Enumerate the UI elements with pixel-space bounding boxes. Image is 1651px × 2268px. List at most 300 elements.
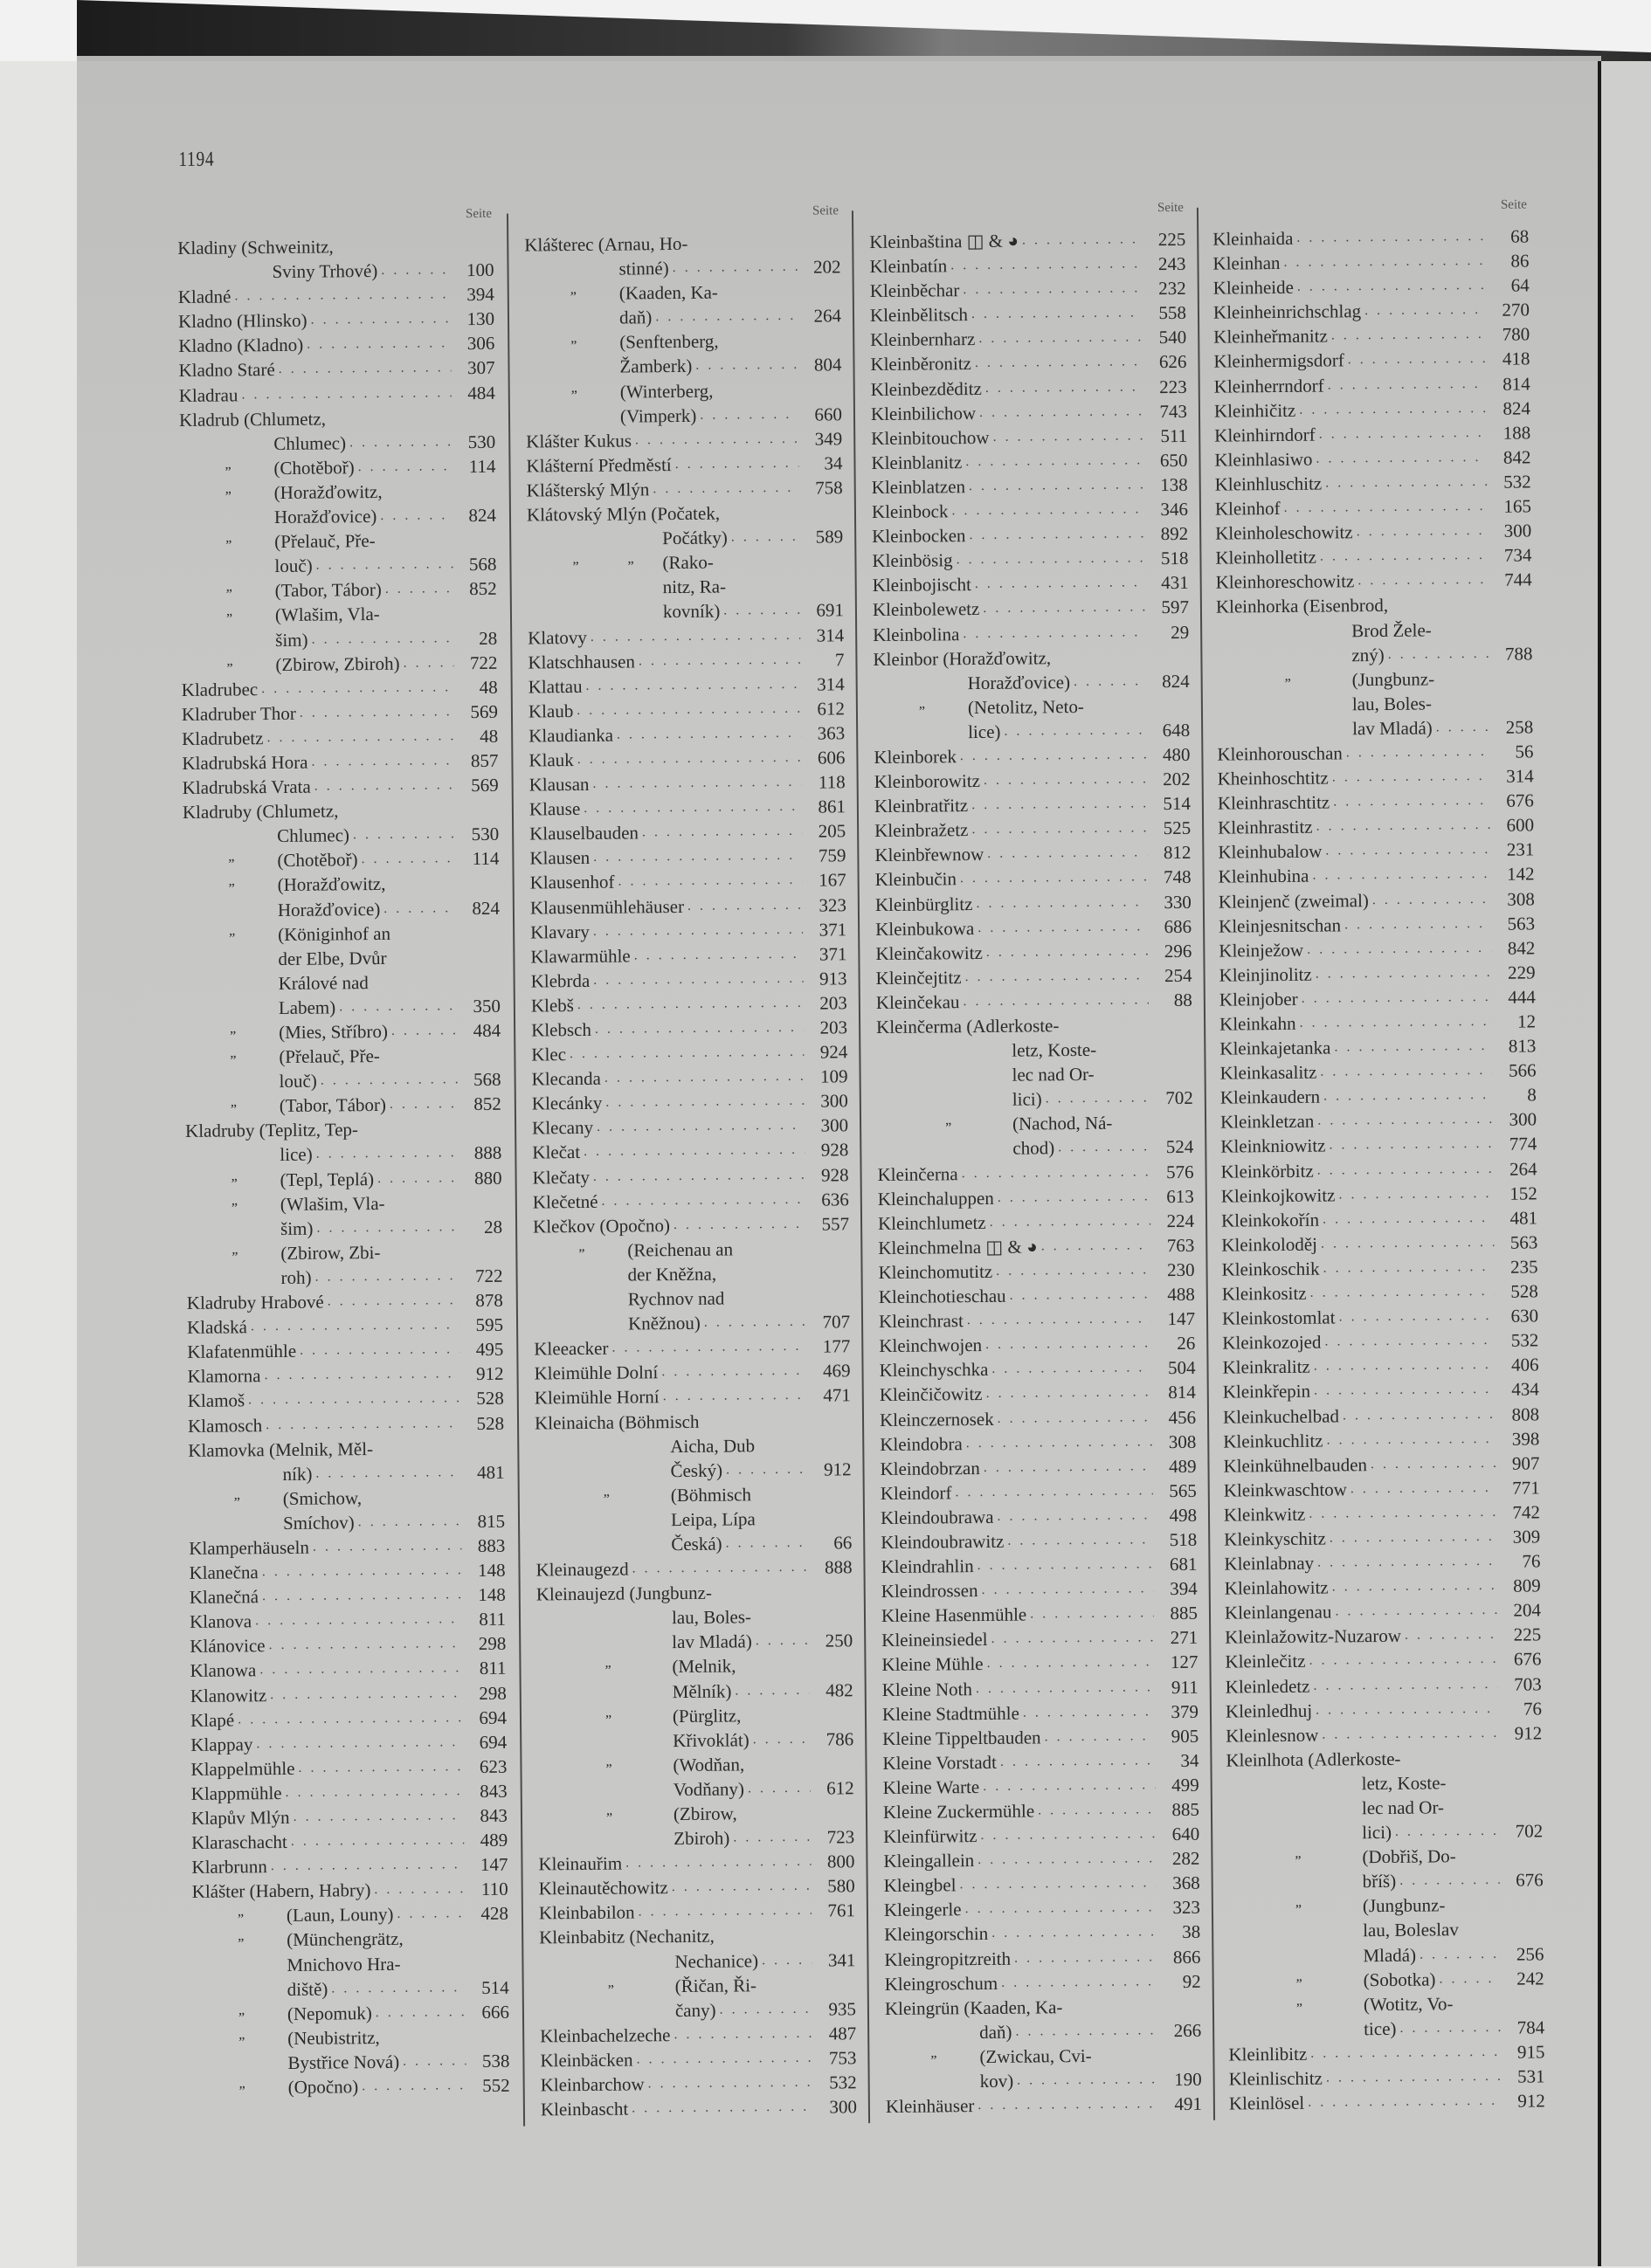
place-name: Klausenhof	[529, 872, 615, 893]
dot-leader	[951, 1479, 1153, 1505]
page-reference: 256	[1516, 1942, 1544, 1965]
place-name: (Dobřiš, Do-	[1362, 1845, 1456, 1868]
dot-leader	[374, 1166, 459, 1191]
place-name: Kleinchlumetz	[877, 1211, 986, 1234]
page-reference: 114	[468, 455, 496, 477]
index-entry	[187, 1288, 503, 1315]
dot-leader	[566, 1040, 805, 1066]
page-reference	[456, 920, 500, 945]
place-name: Kleingorschin	[884, 1923, 989, 1946]
page-reference: 842	[1502, 446, 1531, 468]
index-entry	[528, 623, 844, 650]
page-reference: 68	[1510, 225, 1530, 247]
index-entry	[1217, 739, 1533, 766]
place-name: Kleinbock	[871, 500, 949, 523]
place-name: Klaudianka	[528, 724, 614, 747]
dot-leader	[1013, 2067, 1158, 2093]
page-reference: 225	[1157, 228, 1186, 251]
dot-leader	[632, 2046, 812, 2072]
dot-leader	[756, 1506, 808, 1532]
dot-leader	[296, 700, 454, 726]
place-name: (Pürglitz,	[672, 1705, 742, 1727]
seite-column-header: Seite	[1500, 197, 1527, 212]
index-entry	[191, 1779, 508, 1806]
page-reference: 118	[818, 771, 846, 793]
dot-leader	[1456, 1844, 1500, 1869]
page-reference: 428	[480, 1903, 509, 1925]
dot-leader	[755, 1432, 807, 1458]
dot-leader	[959, 988, 1149, 1014]
index-entry-continuation	[189, 1509, 505, 1536]
dot-leader	[722, 1531, 808, 1556]
dot-leader	[952, 547, 1144, 573]
place-name: tice)	[1364, 2017, 1397, 2040]
dot-leader	[1354, 568, 1489, 593]
dot-leader	[399, 2049, 466, 2074]
dot-leader	[1331, 1598, 1497, 1624]
dot-leader	[977, 1822, 1156, 1848]
index-entry	[190, 1705, 507, 1732]
page-reference: 147	[480, 1853, 508, 1876]
dot-leader	[1298, 985, 1492, 1011]
dot-leader	[1294, 273, 1486, 300]
dot-leader	[1295, 1010, 1492, 1036]
place-name: lici)	[1012, 1088, 1042, 1110]
page-reference: 531	[1517, 2065, 1545, 2087]
page-reference: 28	[479, 627, 498, 649]
page-reference: 371	[819, 918, 847, 941]
page-reference: 703	[1514, 1672, 1542, 1695]
index-entry	[526, 426, 842, 453]
dot-leader	[1309, 1672, 1497, 1698]
place-name: Kleinlabnay	[1224, 1552, 1315, 1575]
place-name: Kladno Staré	[178, 359, 275, 382]
place-name: Kheinhoschtitz	[1217, 767, 1329, 789]
dot-leader	[390, 920, 456, 946]
index-entry	[873, 570, 1189, 597]
page-reference: 28	[483, 1216, 503, 1237]
index-entry	[880, 1454, 1196, 1481]
dot-leader	[574, 991, 804, 1017]
page-reference	[1489, 592, 1532, 617]
dot-leader	[1446, 1770, 1498, 1796]
index-entry	[1213, 322, 1530, 349]
index-entry	[539, 1899, 855, 1926]
dot-leader	[974, 914, 1148, 941]
dot-leader	[622, 1850, 812, 1876]
page-reference: 883	[477, 1534, 506, 1556]
page-reference: 518	[1160, 548, 1189, 569]
page-reference: 912	[475, 1363, 504, 1385]
dot-leader	[358, 2073, 466, 2099]
index-entry	[870, 276, 1186, 303]
place-name: Česká)	[671, 1533, 722, 1555]
dot-leader	[263, 724, 454, 750]
index-entry-continuation	[525, 328, 841, 355]
place-name: Kleinbezděditz	[870, 377, 982, 400]
seite-column-header: Seite	[1157, 200, 1185, 216]
place-name: Klamoš	[187, 1389, 245, 1412]
page-reference: 188	[1502, 422, 1531, 444]
index-entry	[871, 374, 1187, 401]
dot-leader	[384, 1190, 458, 1216]
dot-leader	[591, 1016, 804, 1042]
page-reference: 774	[1509, 1133, 1537, 1155]
dot-leader	[994, 1184, 1150, 1210]
index-entry-continuation	[536, 1629, 853, 1656]
place-name: Klattau	[528, 675, 583, 698]
place-name: Kleinbolina	[873, 623, 960, 645]
dot-leader	[1319, 1206, 1494, 1232]
dot-leader	[724, 1286, 806, 1311]
place-name: Kleinkuchlitz	[1223, 1430, 1323, 1452]
place-name: Kleinkoschik	[1221, 1258, 1320, 1280]
dot-leader	[1321, 1328, 1495, 1355]
dot-leader	[1328, 322, 1487, 348]
place-name: Kleinkwaschtow	[1223, 1479, 1347, 1501]
index-entry	[1223, 1426, 1539, 1453]
index-entry	[1218, 789, 1534, 816]
page-reference	[452, 479, 496, 504]
index-entry	[872, 546, 1188, 573]
page-reference: 225	[1513, 1623, 1542, 1646]
index-entry	[536, 1579, 853, 1606]
place-name: Kleinhoreschowitz	[1215, 570, 1355, 593]
index-entry-continuation	[886, 2067, 1202, 2094]
dot-leader	[313, 1141, 459, 1168]
page-reference: 86	[1510, 250, 1530, 272]
index-entry	[871, 399, 1187, 426]
index-entry-continuation	[180, 527, 496, 555]
place-name: Kleinbitouchow	[871, 426, 990, 449]
index-entry-continuation	[186, 1189, 502, 1217]
place-name: Kleinkasalitz	[1219, 1061, 1317, 1084]
index-entry	[1220, 1156, 1537, 1183]
place-name: Kleinchwojen	[879, 1334, 983, 1357]
page-reference	[1146, 693, 1190, 719]
page-reference: 811	[479, 1658, 507, 1679]
index-entry-continuation	[184, 969, 501, 996]
page-reference: 38	[1182, 1921, 1201, 1943]
place-name: Kleinkühnelbauden	[1223, 1453, 1368, 1477]
ditto-mark: „	[570, 282, 577, 298]
ditto-mark: „	[572, 552, 579, 568]
seite-column-header: Seite	[465, 206, 493, 222]
index-entry	[1222, 1328, 1538, 1355]
dot-leader	[312, 1460, 460, 1486]
dot-leader	[259, 1582, 462, 1609]
page-reference: 308	[1168, 1430, 1197, 1452]
dot-leader	[1042, 1086, 1150, 1112]
ditto-mark: „	[603, 1484, 610, 1499]
dot-leader	[751, 1482, 808, 1507]
place-name: (Reichenau an	[627, 1238, 734, 1261]
page-reference	[1149, 1012, 1192, 1037]
dot-leader	[377, 258, 450, 283]
page-reference: 309	[1512, 1526, 1541, 1548]
place-name: Smíchov)	[282, 1512, 355, 1534]
index-entry-continuation	[537, 1751, 853, 1778]
page-reference	[1157, 2043, 1201, 2068]
index-entry	[875, 963, 1192, 990]
index-entry	[1214, 420, 1530, 447]
page-reference: 300	[820, 1114, 849, 1136]
index-entry	[1225, 1623, 1541, 1650]
dot-leader	[1339, 1402, 1496, 1428]
page-reference	[809, 1604, 853, 1630]
index-entry	[190, 1631, 506, 1658]
place-name: Kleinkletzan	[1219, 1111, 1315, 1133]
place-name: Klášterní Předměstí	[526, 453, 672, 477]
dot-leader	[986, 1209, 1151, 1235]
index-entry	[881, 1479, 1197, 1506]
place-name: Kleinherrndorf	[1213, 375, 1324, 397]
place-name: Kleine Noth	[881, 1678, 973, 1700]
page-reference	[459, 1189, 502, 1215]
dot-leader	[1341, 912, 1491, 938]
index-entry	[874, 816, 1191, 843]
page-reference: 824	[472, 897, 501, 919]
place-name: Kleeacker	[534, 1337, 609, 1360]
page-reference: 576	[1165, 1161, 1194, 1182]
page-reference: 580	[827, 1875, 855, 1897]
place-name: Klátovský Mlýn (Počatek,	[526, 502, 721, 526]
place-name: Kleinčičowitz	[879, 1383, 983, 1406]
ditto-mark: „	[238, 1928, 245, 1944]
place-name: Kleinheide	[1212, 277, 1294, 299]
page-reference: 907	[1511, 1452, 1540, 1474]
place-name: Klauselbauden	[529, 822, 639, 844]
dot-leader	[1303, 936, 1491, 962]
page-reference: 300	[1503, 520, 1532, 541]
place-name: Kleindobrzan	[880, 1457, 980, 1479]
dot-leader	[1416, 1941, 1501, 1967]
place-name: Kleinchyschka	[879, 1359, 989, 1382]
page-reference: 231	[1506, 838, 1535, 861]
index-entry	[881, 1650, 1198, 1677]
dot-leader	[1310, 1353, 1496, 1379]
page-reference: 676	[1506, 789, 1534, 811]
index-entry	[884, 1944, 1200, 1971]
page-reference: 650	[1159, 449, 1188, 472]
place-name: (Chotěboř)	[277, 849, 358, 872]
index-entry-continuation	[876, 1037, 1192, 1064]
ditto-mark: „	[607, 1975, 614, 1990]
page-reference: 489	[480, 1829, 508, 1851]
page-reference: 165	[1503, 495, 1532, 517]
place-name: Kleine Hasenmühle	[881, 1603, 1027, 1627]
place-name: Kleinholletitz	[1215, 546, 1317, 569]
page-reference: 843	[480, 1780, 508, 1802]
page-reference: 636	[821, 1188, 849, 1210]
index-entry	[1224, 1524, 1540, 1551]
place-name: Kleinlečitz	[1225, 1651, 1306, 1673]
index-entry	[190, 1729, 507, 1756]
index-entry	[881, 1503, 1197, 1530]
page-reference: 913	[819, 968, 847, 989]
page-reference: 203	[819, 1017, 848, 1038]
dot-leader	[1329, 1574, 1497, 1600]
page-reference: 148	[477, 1559, 506, 1582]
place-name: (Netolitz, Neto-	[967, 695, 1084, 718]
place-name: Kleinkwitz	[1223, 1503, 1306, 1526]
place-name: Kladrub (Chlumetz,	[178, 408, 327, 431]
dot-leader	[961, 1896, 1157, 1922]
page-reference	[798, 279, 841, 305]
index-entry	[1219, 935, 1535, 962]
page-reference: 640	[1171, 1823, 1200, 1845]
dot-leader	[1070, 669, 1146, 694]
dot-leader	[714, 549, 800, 575]
place-name: Kleine Mühle	[881, 1653, 984, 1676]
dot-leader	[1322, 470, 1488, 496]
dot-leader	[712, 1580, 809, 1605]
index-entry-continuation	[181, 650, 497, 677]
page-reference: 298	[479, 1682, 507, 1704]
dot-leader	[580, 1138, 805, 1164]
page-reference: 565	[1169, 1479, 1197, 1501]
page-reference: 786	[826, 1728, 854, 1750]
index-entry	[1221, 1205, 1537, 1232]
dot-leader	[590, 917, 804, 943]
page-reference: 880	[473, 1167, 502, 1189]
dot-leader	[699, 1408, 807, 1433]
place-name: Kleinjober	[1219, 988, 1298, 1010]
page-reference: 814	[1502, 373, 1530, 395]
place-name: Kleinčejtitz	[875, 966, 962, 989]
place-name: (Přelauč, Pře-	[274, 530, 376, 553]
dot-leader	[652, 304, 798, 330]
dot-leader	[307, 626, 453, 652]
dot-leader	[590, 844, 802, 870]
page-reference: 771	[1512, 1477, 1540, 1499]
page-reference: 418	[1502, 348, 1530, 370]
place-name: Klavary	[530, 920, 590, 943]
page-reference: 7	[834, 648, 845, 671]
page-reference: 935	[828, 1998, 857, 2020]
seite-column-header: Seite	[812, 203, 839, 218]
dot-leader	[287, 1828, 465, 1854]
index-entry	[539, 1874, 855, 1901]
dot-leader	[382, 577, 453, 603]
place-name: Labem)	[278, 996, 336, 1018]
index-entry	[1219, 1009, 1536, 1036]
dot-leader	[1335, 1304, 1495, 1330]
dot-leader	[736, 1653, 809, 1679]
page-reference: 524	[1165, 1136, 1194, 1158]
index-entry	[1213, 273, 1530, 300]
dot-leader	[998, 1969, 1157, 1996]
page-reference: 229	[1507, 962, 1536, 983]
ditto-mark: „	[231, 1193, 238, 1209]
index-entry	[870, 300, 1186, 327]
index-entry	[876, 1012, 1192, 1039]
dot-leader	[1040, 1724, 1155, 1749]
place-name: (Zbirow,	[673, 1803, 737, 1825]
place-name: Zbiroh)	[674, 1827, 730, 1850]
dot-leader	[631, 941, 804, 968]
dot-leader	[980, 1454, 1153, 1480]
page-reference: 811	[479, 1609, 507, 1630]
place-name: Kleinhaida	[1212, 227, 1294, 250]
page-reference	[466, 2024, 509, 2050]
index-entry	[530, 941, 846, 969]
index-entry	[873, 644, 1189, 671]
place-name: Kleine Vorstadt	[882, 1751, 998, 1774]
dot-leader	[355, 454, 452, 479]
page-reference: 487	[828, 2023, 857, 2044]
index-entry-continuation	[1226, 1844, 1543, 1871]
place-name: Kleinbukowa	[875, 917, 975, 940]
place-name: Kněžnou)	[627, 1312, 701, 1334]
page-reference: 888	[473, 1142, 502, 1164]
place-name: Rychnov nad	[627, 1287, 725, 1310]
dot-leader	[234, 1706, 463, 1732]
place-name: Klecanda	[531, 1067, 602, 1090]
dot-leader	[976, 399, 1143, 425]
dot-leader	[328, 1975, 466, 2001]
dot-leader	[247, 1313, 459, 1339]
index-entry-continuation	[525, 279, 841, 307]
place-name: Kleinbachelzeche	[540, 2023, 671, 2047]
dot-leader	[1309, 862, 1490, 888]
index-entry	[1214, 445, 1530, 472]
index-entry	[882, 1748, 1199, 1775]
index-entry	[1226, 1720, 1542, 1748]
place-name: Kleinkyschitz	[1224, 1527, 1326, 1550]
dot-leader	[260, 1362, 459, 1389]
index-entry	[529, 769, 846, 796]
dot-leader	[1353, 519, 1489, 544]
place-name: der Kněžna,	[627, 1263, 717, 1286]
dot-leader	[751, 1604, 809, 1630]
page-reference: 928	[820, 1139, 849, 1162]
page-reference: 29	[1171, 621, 1190, 643]
index-entry	[182, 700, 498, 727]
index-entry-continuation	[1226, 1794, 1543, 1821]
ditto-mark: „	[570, 380, 577, 396]
place-name: Kleinkuchelbad	[1222, 1404, 1340, 1428]
page-reference: 813	[1508, 1035, 1537, 1057]
index-entry-continuation	[526, 377, 842, 404]
page-reference: 306	[466, 333, 495, 355]
page-reference: 142	[1507, 863, 1535, 886]
index-entry	[532, 1138, 848, 1165]
index-entry-continuation	[189, 1485, 505, 1512]
page-reference: 742	[1512, 1501, 1541, 1523]
place-name: Klappay	[190, 1734, 253, 1755]
place-name: lice)	[280, 1144, 313, 1166]
dot-leader	[1367, 1451, 1496, 1477]
page-reference	[452, 404, 495, 430]
page-reference: 597	[1161, 596, 1190, 618]
place-name: Kleinčakowitz	[875, 941, 983, 964]
page-reference: 568	[473, 1068, 501, 1091]
place-name: Kleinkostomlat	[1221, 1306, 1336, 1329]
ditto-mark: „	[570, 331, 577, 347]
page-reference: 528	[476, 1388, 504, 1410]
dot-leader	[338, 797, 455, 823]
place-name: Kleinbaština ◫ & ◕	[869, 230, 1019, 253]
ditto-mark: „	[233, 1487, 240, 1503]
index-entry	[878, 1184, 1194, 1211]
place-name: stinné)	[618, 258, 669, 279]
dot-leader	[635, 647, 801, 673]
place-name: (Nachod, Ná-	[1012, 1113, 1113, 1135]
dot-leader	[1316, 1058, 1492, 1085]
dot-leader	[590, 1162, 805, 1189]
dot-leader	[574, 746, 802, 772]
